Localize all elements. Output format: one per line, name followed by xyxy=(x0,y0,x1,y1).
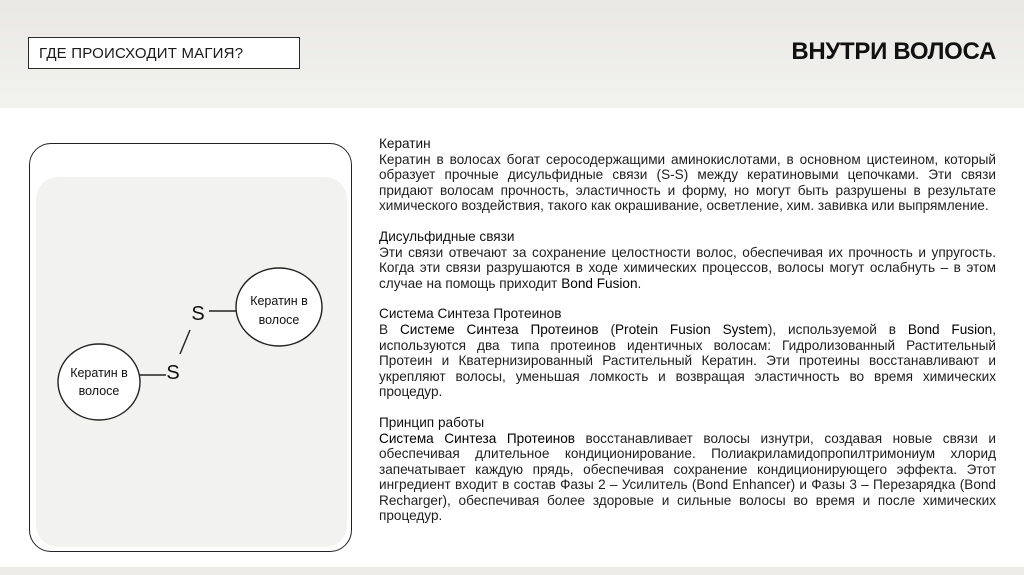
section-keratin xyxy=(379,136,996,214)
section-disulfide-body xyxy=(379,245,996,292)
brand-name: Bond Fusion xyxy=(561,275,638,291)
section-principle-body xyxy=(379,431,996,525)
section-disulfide-title: Дисульфидные связи xyxy=(379,228,515,244)
text-fragment: , используются два типа протеинов идентичных волосам: Гидролизованный Растительный Протеин и Кватернизированный Растительный Кератин. Эти протеины восстанавливают и укрепляют волосы, уменьшая ломкость и возвращая эластичность во время химических процедур. xyxy=(379,321,997,400)
section-tag-label: ГДЕ ПРОИСХОДИТ МАГИЯ? xyxy=(39,44,244,62)
bond-diagram-svg xyxy=(30,144,352,552)
description-column xyxy=(379,136,996,539)
footer-band xyxy=(0,567,1024,575)
keratin-node-top-line1: Кератин в xyxy=(250,294,308,308)
section-disulfide-end: . xyxy=(637,275,642,291)
keratin-node-top-line2: волосе xyxy=(258,313,300,327)
section-tag xyxy=(28,37,300,69)
keratin-node-bottom-line1: Кератин в xyxy=(70,366,128,380)
bond-diagram xyxy=(29,143,352,552)
brand-name: Bond Fusion xyxy=(907,321,993,337)
section-keratin-body: Кератин в волосах богат серосодержащими аминокислотами, в основном цистеином, который образует прочные дисульфидные связи (S-S) между кератиновыми цепочками. Эти связи придают волосам прочность, эластичность и форму, но могут быть разрушены в результате химического воздействия, такого как окрашивание, осветление, хим. завивка или выпрямление. xyxy=(379,151,996,214)
section-disulfide-text: Эти связи отвечают за сохранение целостности волос, обеспечивая их прочность и упругость. Когда эти связи разрушаются в ходе химических процессов, волосы могут ослабнуть – в этом случае на помощь приходит xyxy=(379,244,996,291)
section-principle-title: Принцип работы xyxy=(379,414,485,430)
keratin-node-bottom xyxy=(58,344,140,420)
text-fragment: ( xyxy=(598,321,615,337)
system-name: Система Синтеза Протеинов xyxy=(379,430,575,446)
system-name: Системе Синтеза Протеинов xyxy=(399,321,599,337)
text-fragment: восстанавливает волосы изнутри, создавая новые связи и обеспечивая длительное кондиционирование. Полиакриламидопропилтримониум хлорид запечатывает каждую прядь, обеспечивая сохранение кондиционирующего эффекта. Этот ингредиент входит в состав Фазы 2 – Усилитель (Bond Enhancer) и Фазы 3 – Перезарядка (Bond Recharger), обеспечивая более здоровые и сильные волосы во время и после химических процедур. xyxy=(379,430,996,524)
section-principle xyxy=(379,415,996,524)
section-protein-system-title: Система Синтеза Протеинов xyxy=(379,306,562,322)
section-keratin-title: Кератин xyxy=(379,136,431,151)
section-protein-system-body xyxy=(379,322,996,400)
section-disulfide xyxy=(379,229,996,291)
system-name-en: Protein Fusion System xyxy=(614,321,768,337)
slide-title: ВНУТРИ ВОЛОСА xyxy=(791,38,996,65)
text-fragment: ), используемой в xyxy=(767,321,896,337)
sulfur-atom-top: S xyxy=(191,303,205,325)
text-fragment: В xyxy=(379,321,389,337)
section-protein-system xyxy=(379,306,996,400)
sulfur-atom-bottom: S xyxy=(166,362,180,384)
keratin-node-bottom-line2: волосе xyxy=(78,384,120,398)
